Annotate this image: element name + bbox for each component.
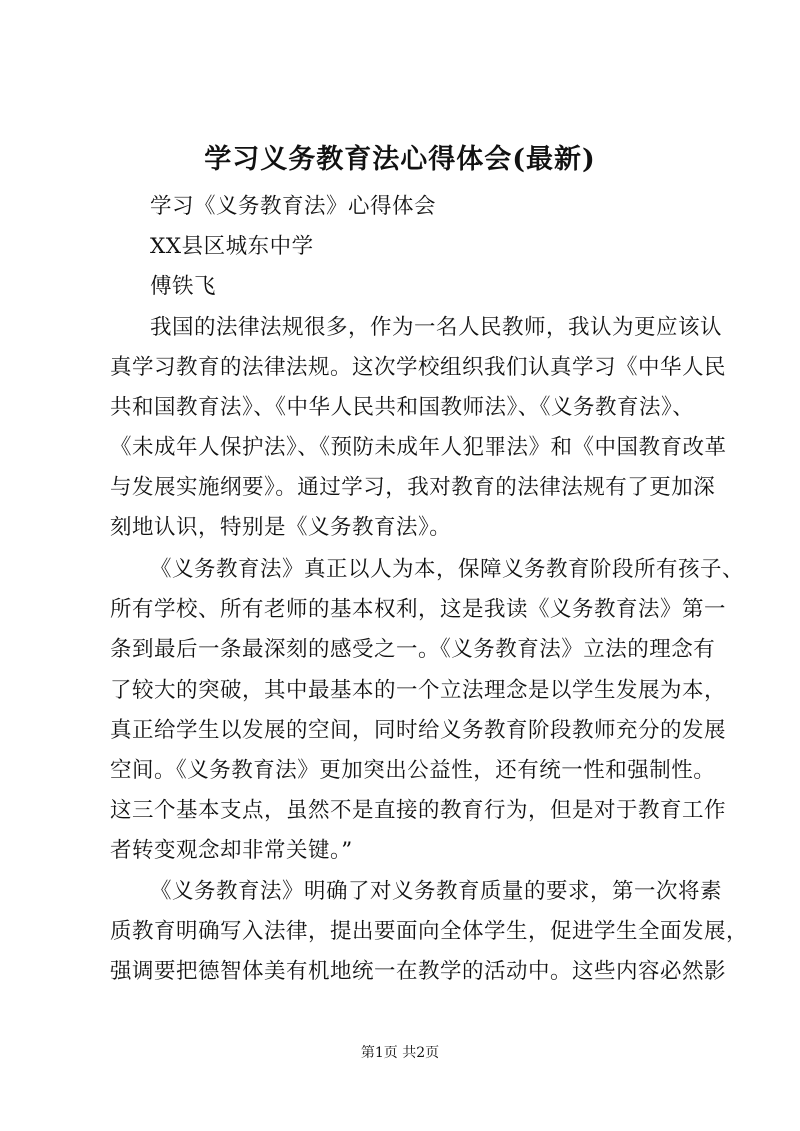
paragraph-1-line-4: 《未成年人保护法》、《预防未成年人犯罪法》和《中国教育改革 bbox=[110, 435, 727, 460]
school-line: XX县区城东中学 bbox=[150, 234, 314, 259]
paragraph-2-line-4: 了较大的突破，其中最基本的一个立法理念是以学生发展为本， bbox=[110, 678, 727, 703]
paragraph-2-line-6: 空间。《义务教育法》更加突出公益性，还有统一性和强制性。 bbox=[110, 758, 716, 783]
paragraph-1-line-6: 刻地认识，特别是《义务教育法》。 bbox=[110, 515, 452, 540]
author-line: 傅铁飞 bbox=[150, 274, 217, 299]
paragraph-1-line-3: 共和国教育法》、《中华人民共和国教师法》、《义务教育法》、 bbox=[110, 395, 695, 420]
paragraph-1-line-1: 我国的法律法规很多，作为一名人民教师，我认为更应该认 bbox=[150, 315, 723, 340]
paragraph-2-line-8: 者转变观念却非常关键。” bbox=[110, 838, 353, 863]
paragraph-3-line-2: 质教育明确写入法律，提出要面向全体学生，促进学生全面发展， bbox=[110, 919, 749, 944]
paragraph-1-line-5: 与发展实施纲要》。通过学习，我对教育的法律法规有了更加深 bbox=[110, 475, 716, 500]
paragraph-2-line-7: 这三个基本支点，虽然不是直接的教育行为，但是对于教育工作 bbox=[110, 798, 727, 823]
paragraph-1-line-2: 真学习教育的法律法规。这次学校组织我们认真学习《中华人民 bbox=[110, 355, 727, 380]
paragraph-3-line-3: 强调要把德智体美有机地统一在教学的活动中。这些内容必然影 bbox=[110, 959, 727, 984]
paragraph-2-line-2: 所有学校、所有老师的基本权利，这是我读《义务教育法》第一 bbox=[110, 597, 727, 622]
subtitle-line: 学习《义务教育法》心得体会 bbox=[150, 194, 437, 219]
document-title: 学习义务教育法心得体会(最新) bbox=[204, 144, 596, 175]
paragraph-2-line-3: 条到最后一条最深刻的感受之一。《义务教育法》立法的理念有 bbox=[110, 637, 716, 662]
paragraph-2-line-1: 《义务教育法》真正以人为本，保障义务教育阶段所有孩子、 bbox=[150, 557, 745, 582]
paragraph-3-line-1: 《义务教育法》明确了对义务教育质量的要求，第一次将素 bbox=[150, 879, 723, 904]
page-number-footer: 第1页 共2页 bbox=[360, 1045, 440, 1061]
paragraph-2-line-5: 真正给学生以发展的空间，同时给义务教育阶段教师充分的发展 bbox=[110, 718, 727, 743]
